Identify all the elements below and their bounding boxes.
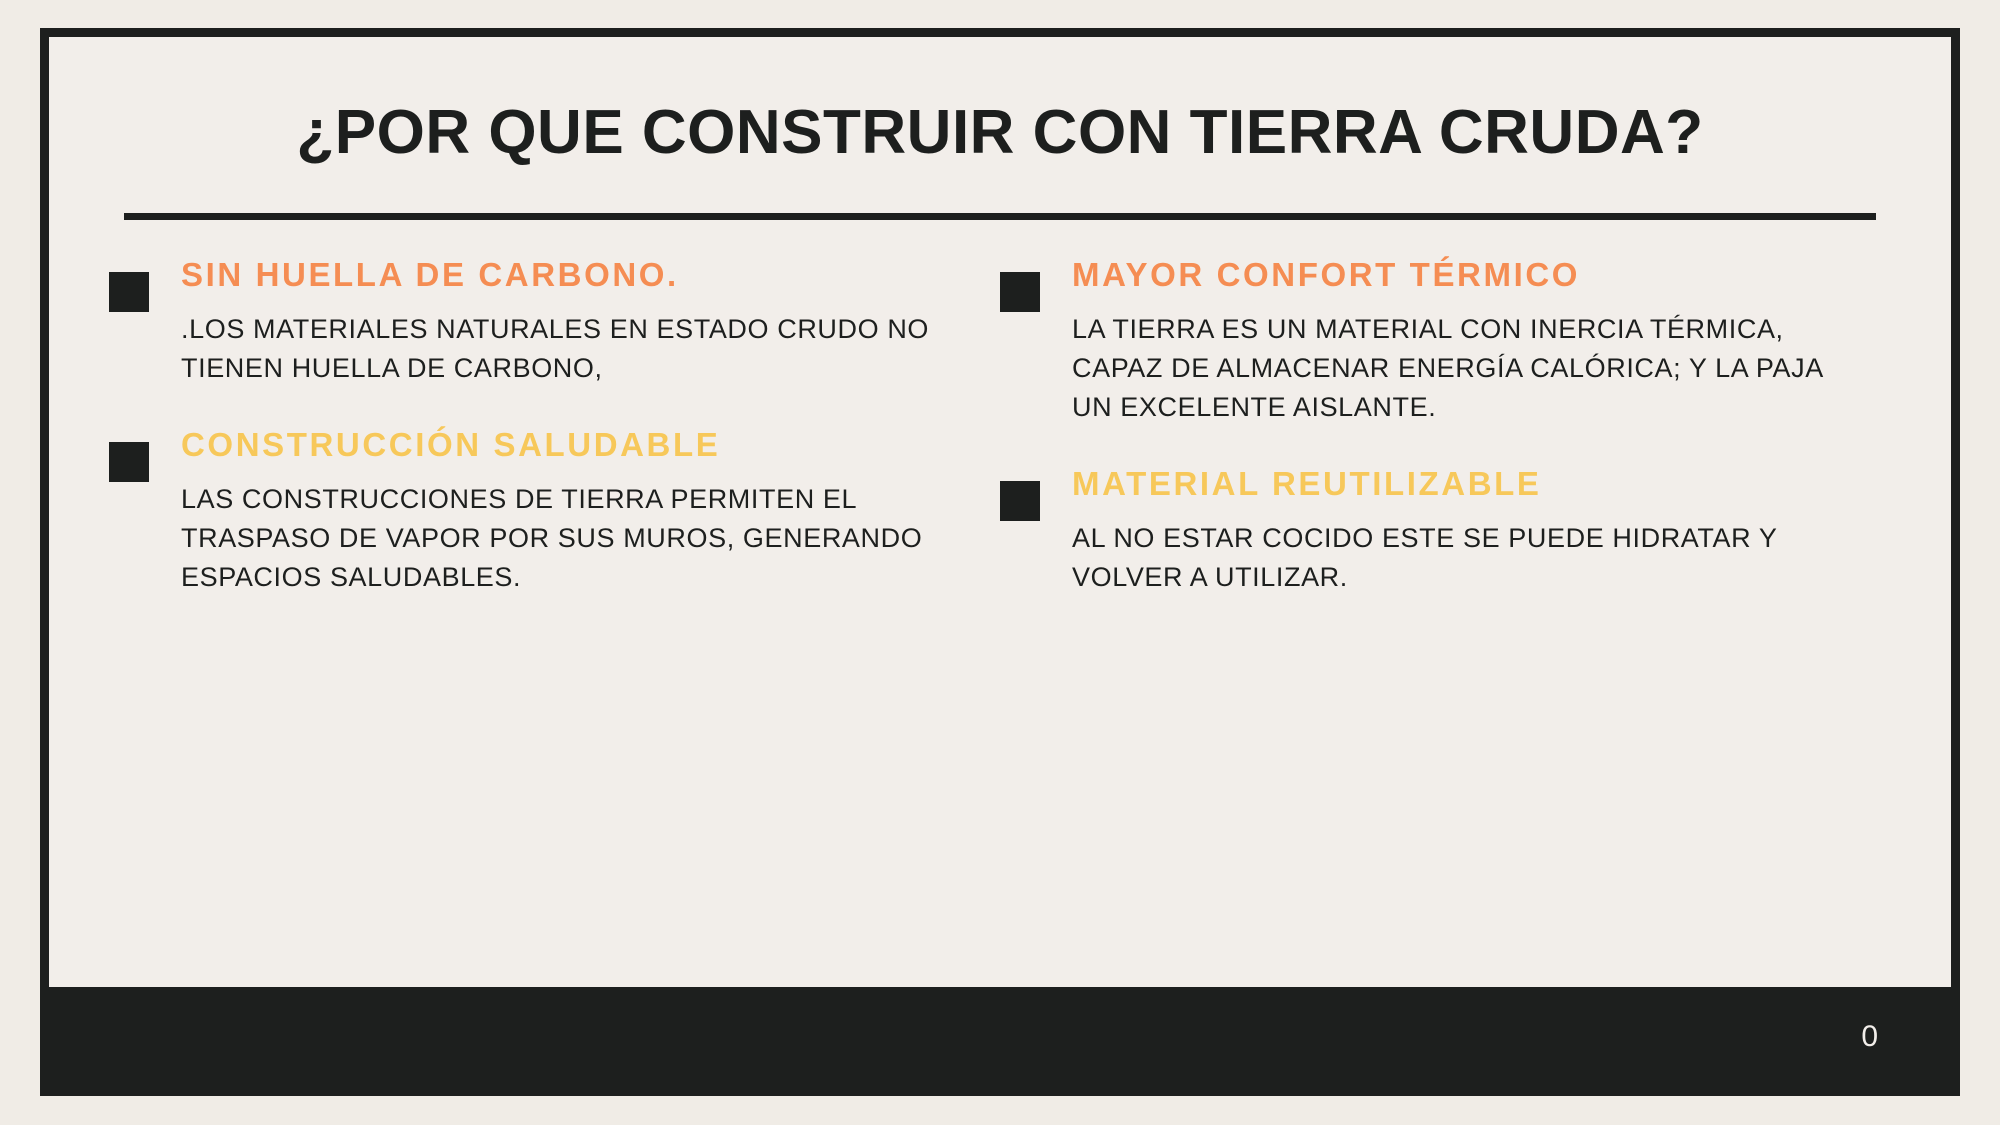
entry-heading: MATERIAL REUTILIZABLE — [1072, 464, 1542, 502]
page-title: ¿POR QUE CONSTRUIR CON TIERRA CRUDA? — [296, 98, 1704, 167]
page-number: 0 — [1861, 1020, 1879, 1053]
entry-heading: SIN HUELLA DE CARBONO. — [181, 255, 679, 293]
square-bullet-icon — [109, 442, 149, 482]
title-divider — [124, 213, 1876, 220]
entry-text — [1072, 256, 1861, 457]
list-item — [109, 256, 970, 418]
square-bullet-icon — [1000, 272, 1040, 312]
content-columns — [49, 220, 1951, 987]
list-item — [1000, 465, 1861, 627]
list-item — [109, 426, 970, 627]
title-block — [49, 37, 1951, 171]
entry-heading: CONSTRUCCIÓN SALUDABLE — [181, 425, 721, 463]
entry-body: AL NO ESTAR COCIDO ESTE SE PUEDE HIDRATAR Y VOLVER A UTILIZAR. — [1072, 522, 1777, 593]
list-item — [1000, 256, 1861, 457]
entry-body: .LOS MATERIALES NATURALES EN ESTADO CRUDO NO TIENEN HUELLA DE CARBONO, — [181, 313, 930, 383]
entry-body: LAS CONSTRUCCIONES DE TIERRA PERMITEN EL TRASPASO DE VAPOR POR SUS MUROS, GENERANDO ESPACIOS SALUDABLES. — [181, 483, 923, 593]
right-column — [1000, 256, 1891, 987]
square-bullet-icon — [109, 272, 149, 312]
entry-text — [181, 256, 970, 418]
square-bullet-icon — [1000, 481, 1040, 521]
entry-body: LA TIERRA ES UN MATERIAL CON INERCIA TÉRMICA, CAPAZ DE ALMACENAR ENERGÍA CALÓRICA; Y LA PAJA UN EXCELENTE AISLANTE. — [1072, 313, 1823, 422]
entry-heading: MAYOR CONFORT TÉRMICO — [1072, 255, 1581, 293]
slide-footer — [49, 987, 1951, 1087]
slide-frame — [40, 28, 1960, 1096]
left-column — [109, 256, 1000, 987]
entry-text — [1072, 465, 1861, 627]
entry-text — [181, 426, 970, 627]
